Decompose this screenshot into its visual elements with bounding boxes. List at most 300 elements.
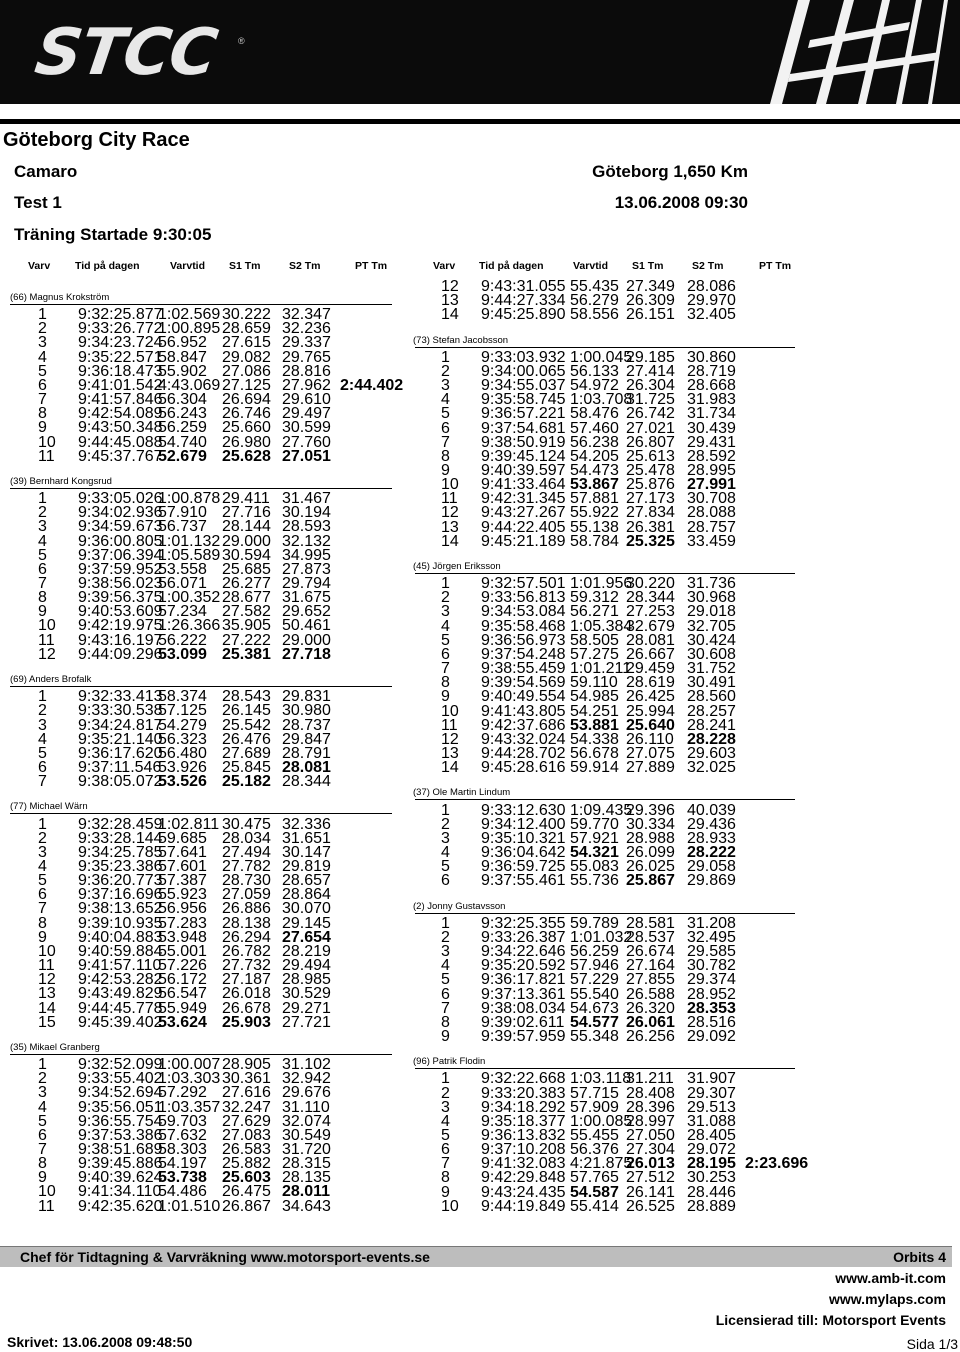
- cell-s1: 26.588: [626, 985, 675, 1003]
- cell-s2: 28.011: [282, 1183, 331, 1201]
- cell-time-of-day: 9:37:16.696: [78, 886, 163, 904]
- cell-s2: 30.424: [687, 631, 736, 649]
- cell-lap: 11: [38, 957, 55, 975]
- col-pt: PT Tm: [759, 260, 792, 272]
- cell-s2: 28.088: [687, 504, 736, 522]
- cell-time-of-day: 9:38:56.023: [78, 575, 163, 592]
- cell-lap: 14: [441, 306, 459, 324]
- cell-lap: 2: [441, 362, 450, 380]
- cell-s2: 28.241: [687, 716, 736, 734]
- cell-lap: 11: [38, 631, 55, 649]
- cell-s1: 30.334: [626, 815, 675, 833]
- driver-underline: [10, 1054, 392, 1055]
- cell-s2: 29.058: [687, 858, 736, 876]
- cell-s2: 29.497: [282, 405, 331, 423]
- cell-laptime: 1:01.032: [570, 928, 633, 946]
- cell-s1: 27.187: [222, 971, 271, 989]
- driver-underline: [10, 488, 392, 489]
- cell-time-of-day: 9:43:50.348: [78, 419, 163, 437]
- cell-time-of-day: 9:38:13.652: [78, 900, 163, 918]
- cell-s2: 30.147: [282, 843, 331, 861]
- cell-laptime: 56.547: [158, 985, 207, 1003]
- cell-lap: 5: [38, 872, 47, 890]
- cell-laptime: 55.348: [570, 1027, 619, 1045]
- cell-s2: 28.135: [282, 1169, 331, 1187]
- cell-time-of-day: 9:33:05.026: [78, 490, 163, 508]
- cell-lap: 4: [441, 844, 450, 861]
- cell-s1: 26.425: [626, 688, 675, 706]
- cell-s1: 28.997: [626, 1112, 675, 1130]
- cell-s2: 29.307: [687, 1084, 736, 1102]
- cell-s1: 26.742: [626, 405, 675, 423]
- cell-time-of-day: 9:38:08.034: [481, 999, 566, 1017]
- cell-lap: 7: [38, 575, 47, 592]
- cell-pt: 2:44.402: [340, 376, 404, 394]
- cell-s2: 34.643: [282, 1197, 331, 1215]
- cell-time-of-day: 9:44:28.702: [481, 744, 566, 762]
- cell-time-of-day: 9:34:52.694: [78, 1084, 163, 1102]
- cell-s2: 32.336: [282, 815, 331, 833]
- cell-s1: 28.581: [626, 914, 675, 932]
- cell-s1: 27.059: [222, 886, 271, 904]
- cell-pt: 2:23.696: [745, 1155, 809, 1173]
- driver-heading: (45) Jörgen Eriksson: [413, 561, 501, 572]
- cell-s1: 29.459: [626, 660, 675, 678]
- cell-lap: 11: [38, 1197, 55, 1215]
- cell-s2: 29.018: [687, 603, 736, 621]
- cell-laptime: 56.376: [570, 1141, 619, 1159]
- cell-s1: 27.889: [626, 759, 675, 777]
- cell-time-of-day: 9:40:39.597: [481, 461, 566, 479]
- cell-time-of-day: 9:36:57.221: [481, 405, 566, 423]
- cell-s2: 31.088: [687, 1112, 736, 1130]
- cell-s2: 29.513: [687, 1098, 736, 1116]
- driver-underline: [415, 799, 795, 800]
- cell-lap: 5: [441, 405, 450, 423]
- cell-lap: 9: [441, 1027, 450, 1045]
- footer-site-amb: www.amb-it.com: [835, 1270, 946, 1286]
- cell-s1: 25.876: [626, 476, 675, 494]
- cell-s1: 25.628: [222, 447, 271, 465]
- cell-lap: 5: [441, 971, 450, 989]
- cell-time-of-day: 9:39:45.124: [481, 447, 566, 465]
- cell-lap: 10: [441, 1197, 459, 1215]
- cell-s2: 30.599: [282, 419, 331, 437]
- cell-lap: 10: [38, 1183, 56, 1201]
- cell-s2: 28.353: [687, 999, 736, 1017]
- cell-laptime: 58.476: [570, 405, 619, 423]
- cell-laptime: 56.259: [158, 419, 207, 437]
- cell-s1: 28.659: [222, 320, 271, 338]
- col-lap: Varv: [28, 260, 51, 272]
- cell-laptime: 1:03.708: [570, 391, 633, 409]
- cell-lap: 8: [38, 1155, 47, 1173]
- cell-time-of-day: 9:33:28.144: [78, 829, 163, 847]
- col-time-of-day: Tid på dagen: [75, 260, 140, 272]
- cell-lap: 14: [38, 999, 56, 1017]
- cell-time-of-day: 9:45:25.890: [481, 306, 566, 324]
- cell-time-of-day: 9:32:33.413: [78, 688, 163, 706]
- cell-s1: 25.182: [222, 773, 271, 791]
- cell-time-of-day: 9:35:22.571: [78, 348, 163, 366]
- cell-s2: 29.585: [687, 943, 736, 961]
- cell-s2: 28.086: [687, 278, 736, 295]
- cell-laptime: 59.685: [158, 829, 207, 847]
- cell-lap: 2: [38, 702, 47, 720]
- cell-lap: 9: [38, 928, 47, 946]
- cell-laptime: 57.387: [158, 872, 207, 890]
- cell-laptime: 57.632: [158, 1126, 207, 1144]
- cell-lap: 8: [441, 1013, 450, 1031]
- cell-lap: 3: [38, 1084, 47, 1102]
- cell-time-of-day: 9:41:32.083: [481, 1155, 566, 1173]
- cell-s2: 27.873: [282, 560, 331, 578]
- cell-laptime: 57.229: [570, 971, 619, 989]
- cell-s2: 32.495: [687, 928, 736, 946]
- cell-lap: 11: [38, 447, 55, 465]
- cell-lap: 5: [38, 546, 47, 564]
- cell-laptime: 53.738: [158, 1169, 207, 1187]
- cell-time-of-day: 9:39:54.569: [481, 674, 566, 692]
- cell-lap: 7: [441, 433, 450, 451]
- cell-s1: 27.021: [626, 419, 675, 437]
- cell-s2: 27.962: [282, 376, 331, 394]
- cell-s1: 26.667: [626, 645, 675, 663]
- cell-laptime: 55.083: [570, 858, 619, 876]
- cell-s2: 29.000: [282, 631, 331, 649]
- cell-lap: 9: [441, 688, 450, 706]
- cell-lap: 2: [38, 829, 47, 847]
- cell-laptime: 1:03.118: [570, 1070, 632, 1088]
- cell-lap: 3: [441, 603, 450, 621]
- cell-s1: 26.110: [626, 730, 674, 748]
- cell-lap: 2: [441, 1084, 450, 1102]
- cell-laptime: 59.703: [158, 1112, 207, 1130]
- cell-s2: 28.668: [687, 377, 736, 395]
- cell-laptime: 58.374: [158, 688, 207, 706]
- cell-laptime: 55.736: [570, 872, 619, 890]
- cell-lap: 14: [441, 532, 459, 550]
- cell-s1: 26.746: [222, 405, 271, 423]
- cell-s1: 29.396: [626, 801, 675, 819]
- cell-time-of-day: 9:38:55.459: [481, 660, 566, 678]
- cell-lap: 13: [38, 985, 56, 1003]
- cell-lap: 7: [441, 1155, 450, 1173]
- cell-s1: 25.994: [626, 702, 675, 720]
- cell-laptime: 57.601: [158, 858, 207, 875]
- cell-s2: 31.467: [282, 490, 331, 508]
- cell-s1: 26.277: [222, 575, 271, 592]
- cell-s2: 28.195: [687, 1155, 736, 1173]
- cell-time-of-day: 9:34:12.400: [481, 815, 566, 833]
- cell-s2: 29.431: [687, 433, 736, 451]
- cell-laptime: 56.323: [158, 730, 207, 748]
- cell-time-of-day: 9:39:45.886: [78, 1155, 163, 1173]
- footer-license: Licensierad till: Motorsport Events: [715, 1312, 946, 1328]
- cell-time-of-day: 9:45:39.402: [78, 1013, 163, 1031]
- cell-s1: 27.855: [626, 971, 675, 989]
- cell-laptime: 56.279: [570, 292, 619, 310]
- cell-s1: 26.018: [222, 985, 271, 1003]
- cell-s1: 26.304: [626, 377, 675, 395]
- cell-laptime: 53.926: [158, 758, 207, 776]
- cell-lap: 5: [38, 744, 47, 762]
- cell-s2: 29.610: [282, 391, 331, 409]
- cell-time-of-day: 9:32:25.355: [481, 914, 566, 932]
- cell-s2: 27.721: [282, 1013, 331, 1031]
- cell-s1: 27.512: [626, 1169, 675, 1187]
- cell-laptime: 54.205: [570, 447, 619, 465]
- cell-lap: 13: [441, 744, 459, 762]
- cell-time-of-day: 9:41:33.464: [481, 476, 566, 494]
- cell-laptime: 57.125: [158, 702, 207, 720]
- cell-laptime: 59.110: [570, 674, 618, 692]
- cell-time-of-day: 9:36:04.642: [481, 844, 566, 861]
- cell-laptime: 56.133: [570, 362, 619, 380]
- session-name: Test 1: [14, 193, 62, 212]
- cell-laptime: 56.243: [158, 405, 207, 423]
- cell-laptime: 58.784: [570, 532, 619, 550]
- cell-laptime: 54.473: [570, 461, 619, 479]
- cell-time-of-day: 9:36:55.754: [78, 1112, 163, 1130]
- cell-s1: 27.173: [626, 490, 675, 508]
- cell-laptime: 57.292: [158, 1084, 207, 1102]
- cell-s1: 27.253: [626, 603, 675, 621]
- cell-lap: 3: [38, 843, 47, 861]
- cell-s1: 27.414: [626, 362, 675, 380]
- footer-page: Sida 1/3: [906, 1336, 958, 1352]
- cell-lap: 13: [441, 518, 459, 536]
- cell-time-of-day: 9:36:20.773: [78, 872, 163, 890]
- cell-time-of-day: 9:39:10.935: [78, 914, 163, 932]
- cell-s1: 31.211: [626, 1070, 674, 1088]
- cell-time-of-day: 9:42:54.089: [78, 405, 163, 423]
- driver-underline: [10, 686, 392, 687]
- cell-s2: 31.651: [282, 829, 331, 847]
- cell-laptime: 54.673: [570, 999, 619, 1017]
- cell-s2: 33.459: [687, 532, 736, 550]
- cell-lap: 6: [441, 1141, 450, 1159]
- cell-s2: 28.657: [282, 872, 331, 890]
- cell-lap: 4: [441, 957, 450, 975]
- cell-s2: 30.070: [282, 900, 331, 918]
- cell-time-of-day: 9:34:23.724: [78, 334, 163, 352]
- cell-s1: 27.834: [626, 504, 675, 522]
- cell-laptime: 57.946: [570, 957, 619, 975]
- cell-s1: 26.678: [222, 999, 271, 1017]
- footer-orbits: Orbits 4: [893, 1249, 946, 1265]
- cell-time-of-day: 9:35:20.592: [481, 957, 566, 975]
- cell-time-of-day: 9:34:24.817: [78, 716, 163, 734]
- cell-lap: 3: [441, 377, 450, 395]
- cell-time-of-day: 9:32:52.099: [78, 1056, 163, 1074]
- cell-lap: 6: [38, 886, 47, 904]
- cell-s1: 26.867: [222, 1197, 271, 1215]
- cell-laptime: 1:00.045: [570, 348, 633, 366]
- cell-s1: 27.222: [222, 631, 271, 649]
- cell-s1: 31.725: [626, 391, 675, 409]
- cell-time-of-day: 9:36:17.620: [78, 744, 163, 762]
- cell-s2: 29.494: [282, 957, 331, 975]
- cell-time-of-day: 9:42:35.620: [78, 1197, 163, 1215]
- cell-lap: 10: [38, 942, 56, 960]
- cell-lap: 14: [441, 759, 459, 777]
- cell-time-of-day: 9:37:54.681: [481, 419, 566, 437]
- cell-time-of-day: 9:38:51.689: [78, 1141, 163, 1158]
- cell-s2: 28.344: [282, 773, 331, 791]
- cell-time-of-day: 9:41:57.846: [78, 391, 163, 409]
- cell-laptime: 57.921: [570, 829, 619, 847]
- cell-time-of-day: 9:45:37.767: [78, 447, 163, 465]
- cell-s2: 29.869: [687, 872, 736, 890]
- cell-time-of-day: 9:40:04.883: [78, 928, 163, 946]
- cell-laptime: 58.556: [570, 306, 619, 324]
- cell-lap: 6: [441, 985, 450, 1003]
- cell-time-of-day: 9:33:30.538: [78, 702, 163, 720]
- cell-s2: 27.051: [282, 447, 331, 465]
- cell-laptime: 57.910: [158, 504, 207, 522]
- cell-lap: 1: [441, 348, 450, 366]
- cell-laptime: 1:26.366: [158, 617, 221, 635]
- cell-s2: 30.968: [687, 589, 736, 607]
- cell-lap: 12: [441, 730, 459, 748]
- cell-laptime: 54.338: [570, 730, 619, 748]
- cell-lap: 2: [38, 320, 47, 338]
- cell-s1: 30.475: [222, 815, 271, 833]
- cell-time-of-day: 9:35:21.140: [78, 730, 163, 748]
- cell-time-of-day: 9:34:59.673: [78, 518, 163, 536]
- cell-lap: 2: [441, 928, 450, 946]
- cell-lap: 10: [441, 476, 459, 494]
- cell-s1: 26.694: [222, 391, 271, 409]
- cell-lap: 7: [441, 660, 450, 678]
- cell-time-of-day: 9:37:06.394: [78, 546, 163, 564]
- cell-s2: 28.315: [282, 1155, 331, 1173]
- cell-laptime: 56.172: [158, 971, 207, 989]
- cell-s1: 25.882: [222, 1155, 271, 1173]
- cell-lap: 7: [38, 900, 47, 918]
- cell-s2: 29.072: [687, 1141, 736, 1159]
- cell-lap: 5: [441, 1127, 450, 1144]
- cell-laptime: 1:05.384: [570, 617, 633, 635]
- driver-underline: [415, 913, 795, 914]
- cell-laptime: 57.881: [570, 490, 619, 508]
- cell-time-of-day: 9:32:22.668: [481, 1070, 566, 1088]
- cell-laptime: 58.303: [158, 1141, 207, 1158]
- cell-time-of-day: 9:34:55.037: [481, 377, 566, 395]
- cell-s1: 25.660: [222, 419, 271, 437]
- cell-s1: 28.344: [626, 589, 675, 607]
- cell-s2: 31.110: [282, 1098, 330, 1116]
- cell-time-of-day: 9:41:57.110: [78, 957, 162, 975]
- cell-laptime: 1:03.357: [158, 1098, 221, 1116]
- cell-laptime: 1:02.811: [158, 815, 220, 833]
- cell-s1: 26.145: [222, 702, 271, 720]
- cell-s1: 28.081: [626, 631, 675, 649]
- cell-s1: 26.886: [222, 900, 271, 918]
- col-s2: S2 Tm: [692, 260, 724, 272]
- cell-s2: 32.132: [282, 532, 331, 550]
- checkered-flag-graphic: [750, 0, 960, 104]
- cell-laptime: 56.952: [158, 334, 207, 352]
- cell-s2: 31.720: [282, 1141, 331, 1158]
- cell-lap: 1: [441, 575, 450, 593]
- cell-s2: 28.516: [687, 1013, 736, 1031]
- cell-s2: 29.271: [282, 999, 331, 1017]
- cell-laptime: 56.259: [570, 943, 619, 961]
- cell-s1: 25.325: [626, 532, 675, 550]
- cell-laptime: 1:03.303: [158, 1070, 221, 1088]
- cell-laptime: 1:00.878: [158, 490, 221, 508]
- cell-laptime: 55.435: [570, 278, 619, 295]
- cell-time-of-day: 9:36:13.832: [481, 1127, 566, 1144]
- cell-s1: 26.583: [222, 1141, 271, 1158]
- stcc-logo: STCC: [30, 16, 221, 90]
- cell-laptime: 56.956: [158, 900, 207, 918]
- cell-laptime: 57.226: [158, 957, 207, 975]
- driver-underline: [10, 304, 392, 305]
- cell-s1: 25.845: [222, 758, 271, 776]
- cell-s1: 30.222: [222, 306, 271, 324]
- driver-heading: (69) Anders Brofalk: [10, 674, 92, 686]
- cell-time-of-day: 9:36:56.973: [481, 631, 566, 649]
- col-s2: S2 Tm: [289, 260, 321, 272]
- cell-time-of-day: 9:37:54.248: [481, 645, 566, 663]
- cell-laptime: 53.558: [158, 560, 207, 578]
- driver-heading: (66) Magnus Krokström: [10, 292, 110, 303]
- cell-lap: 6: [441, 872, 450, 890]
- cell-lap: 9: [441, 1183, 450, 1201]
- cell-lap: 4: [38, 730, 47, 748]
- cell-s1: 27.716: [222, 504, 271, 522]
- cell-s2: 29.374: [687, 971, 736, 989]
- cell-s1: 27.582: [222, 603, 271, 621]
- cell-s2: 32.942: [282, 1070, 331, 1088]
- cell-time-of-day: 9:42:37.686: [481, 716, 566, 734]
- cell-lap: 3: [38, 334, 47, 352]
- cell-s2: 28.737: [282, 716, 331, 734]
- cell-laptime: 1:00.352: [158, 589, 221, 607]
- cell-lap: 1: [441, 1070, 450, 1088]
- cell-s1: 28.619: [626, 674, 675, 692]
- driver-heading: (96) Patrik Flodin: [413, 1056, 486, 1068]
- cell-s1: 26.807: [626, 433, 675, 451]
- cell-laptime: 59.312: [570, 589, 619, 607]
- cell-lap: 6: [38, 560, 47, 578]
- cell-s2: 30.491: [687, 674, 736, 692]
- cell-laptime: 57.765: [570, 1169, 619, 1187]
- cell-time-of-day: 9:33:20.383: [481, 1084, 566, 1102]
- cell-time-of-day: 9:44:45.088: [78, 433, 163, 451]
- cell-laptime: 54.587: [570, 1183, 619, 1201]
- cell-s1: 26.151: [626, 306, 675, 324]
- cell-s1: 27.125: [222, 376, 271, 394]
- cell-s1: 26.320: [626, 999, 675, 1017]
- cell-s2: 29.092: [687, 1027, 736, 1045]
- cell-time-of-day: 9:35:58.745: [481, 391, 566, 409]
- cell-laptime: 4:21.875: [570, 1155, 633, 1173]
- cell-s1: 25.478: [626, 461, 675, 479]
- cell-lap: 6: [441, 419, 450, 437]
- cell-s2: 28.719: [687, 362, 736, 380]
- cell-s2: 32.405: [687, 306, 736, 324]
- cell-time-of-day: 9:42:19.975: [78, 617, 163, 635]
- cell-s1: 26.013: [626, 1155, 675, 1173]
- cell-s2: 27.991: [687, 476, 736, 494]
- cell-s1: 26.099: [626, 844, 675, 861]
- cell-lap: 9: [38, 419, 47, 437]
- cell-lap: 5: [441, 858, 450, 876]
